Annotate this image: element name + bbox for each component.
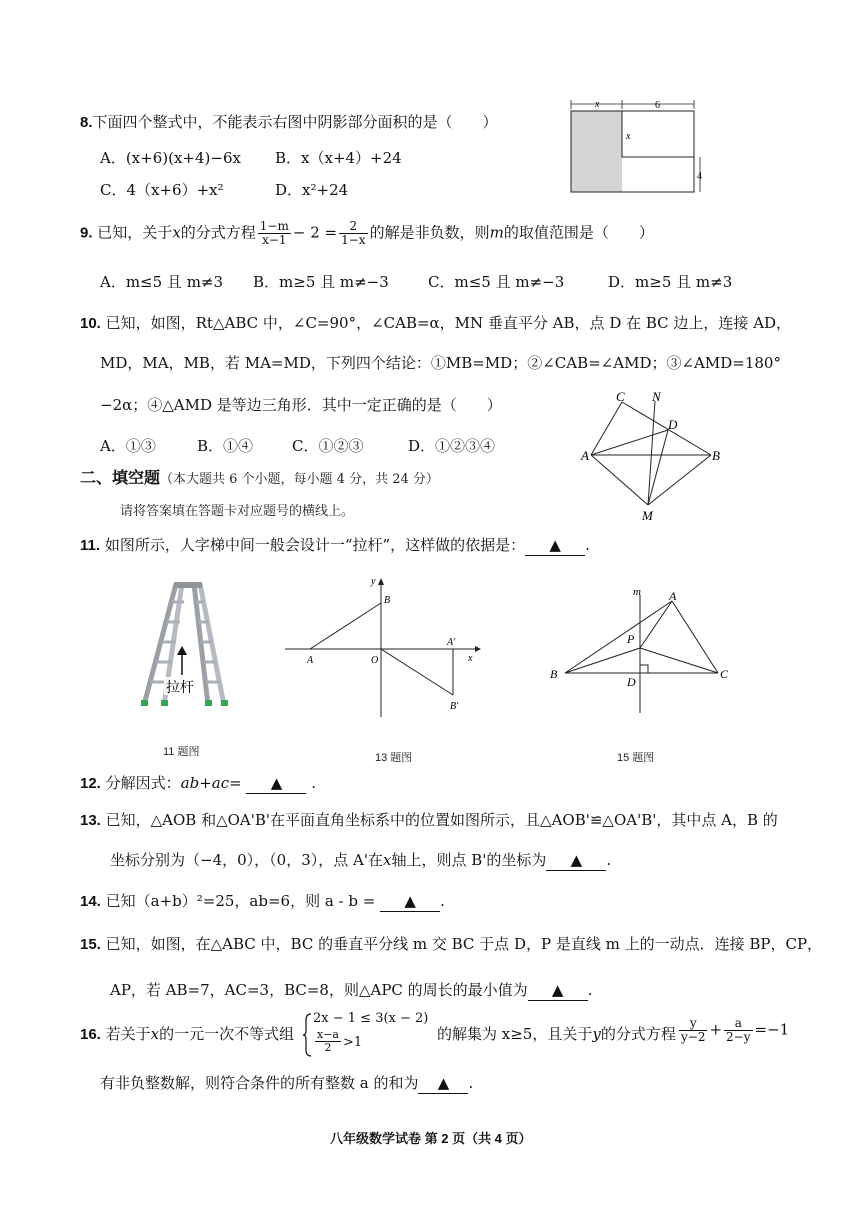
q10-option-d: D．①②③④ bbox=[408, 437, 496, 455]
q8-option-d: D．x²+24 bbox=[275, 181, 349, 199]
q9-option-b: B．m≥5 且 m≠−3 bbox=[253, 273, 389, 291]
q16-frac1-num: y bbox=[679, 1017, 707, 1031]
q11-answer-blank[interactable]: ▲ bbox=[525, 535, 585, 556]
q12-end: . bbox=[311, 774, 317, 792]
q13-text-2a: 坐标分别为（−4，0），（0，3），点 A'在 bbox=[110, 851, 383, 869]
q16-system-line2 bbox=[313, 1029, 362, 1054]
q13-fig-b-prime: B′ bbox=[450, 701, 459, 712]
q13-fig-b: B bbox=[384, 595, 391, 606]
q10-option-b: B．①④ bbox=[197, 437, 254, 455]
q16-frac1-den: y−2 bbox=[681, 1030, 706, 1044]
q9-stem bbox=[80, 220, 654, 247]
q11-ladder-figure bbox=[138, 580, 233, 715]
section2-note: （本大题共 6 个小题，每小题 4 分，共 24 分） bbox=[160, 472, 439, 487]
q9-number: 9. bbox=[80, 224, 93, 242]
q8-option-c: C．4（x+6）+x² bbox=[100, 181, 224, 199]
q12-answer-blank[interactable]: ▲ bbox=[246, 773, 306, 794]
q16-frac2-num: a bbox=[724, 1017, 752, 1031]
q11-end: . bbox=[585, 536, 590, 554]
q12-number: 12. bbox=[80, 775, 101, 792]
q14-answer-blank[interactable]: ▲ bbox=[380, 891, 440, 912]
q13-fig-o: O bbox=[371, 655, 379, 666]
q10-number: 10. bbox=[80, 315, 101, 332]
q15-figure bbox=[545, 583, 740, 718]
q15-fig-m: m bbox=[633, 586, 641, 598]
q16-line2 bbox=[100, 1073, 473, 1094]
q10-line3: −2α；④△AMD 是等边三角形．其中一定正确的是（ ） bbox=[100, 396, 502, 414]
q9-var-x: x bbox=[172, 223, 181, 242]
fig13-caption: 13 题图 bbox=[375, 752, 413, 764]
section2-header bbox=[80, 465, 439, 488]
q15-fig-d: D bbox=[627, 675, 636, 689]
q16-number: 16. bbox=[80, 1026, 101, 1043]
q9-frac-1 bbox=[258, 220, 291, 247]
page-footer: 八年级数学试卷 第 2 页（共 4 页） bbox=[330, 1131, 532, 1146]
q10-fig-d: D bbox=[668, 417, 678, 432]
q13-end: . bbox=[606, 851, 612, 869]
q16-var-y: y bbox=[592, 1025, 601, 1043]
q9-minus-two: − 2 = bbox=[292, 223, 338, 242]
q14-number: 14. bbox=[80, 893, 101, 910]
q10-option-c: C．①②③ bbox=[292, 437, 364, 455]
q16-line1-right bbox=[437, 1024, 676, 1044]
q8-option-a: A．(x+6)(x+4)−6x bbox=[100, 149, 241, 167]
q11-ladder-label: 拉杆 bbox=[166, 681, 194, 696]
q13-figure bbox=[283, 575, 483, 720]
q16-end: . bbox=[468, 1074, 474, 1092]
q16-var-x: x bbox=[150, 1025, 160, 1043]
q8-option-b: B．x（x+4）+24 bbox=[275, 149, 402, 167]
q10-fig-m: M bbox=[642, 508, 653, 523]
q9-option-a: A．m≤5 且 m≠3 bbox=[100, 273, 224, 291]
q16-text-c: 的解集为 x≥5，且关于 bbox=[437, 1025, 593, 1043]
q9-option-c: C．m≤5 且 m≠−3 bbox=[428, 273, 565, 291]
q8-fig-four: 4 bbox=[697, 171, 702, 182]
q8-stem bbox=[80, 112, 498, 133]
q8-fig-x-side: x bbox=[626, 131, 631, 142]
q15-end: . bbox=[587, 981, 593, 999]
q10-fig-c: C bbox=[616, 389, 625, 404]
q13-text-2b: 轴上，则点 B'的坐标为 bbox=[391, 851, 547, 869]
q12-stem bbox=[80, 773, 316, 794]
q16-sys-tail: >1 bbox=[342, 1035, 363, 1050]
q11-stem bbox=[80, 535, 590, 556]
q16-plus: + bbox=[709, 1020, 723, 1039]
fig11-caption: 11 题图 bbox=[163, 746, 200, 758]
q13-fig-x: x bbox=[468, 653, 473, 664]
q15-text-1: 已知，如图，在△ABC 中，BC 的垂直平分线 m 交 BC 于点 D，P 是直线 m 上的一动点．连接 BP，CP， bbox=[105, 935, 823, 953]
q9-text-b: 的分式方程 bbox=[180, 223, 256, 242]
section2-title: 二、填空题 bbox=[80, 468, 161, 487]
q16-answer-blank[interactable]: ▲ bbox=[418, 1073, 468, 1094]
q16-equation bbox=[677, 1017, 789, 1044]
q13-line1 bbox=[80, 810, 778, 831]
q9-frac-2 bbox=[339, 220, 367, 247]
q16-text-a: 若关于 bbox=[105, 1025, 151, 1043]
q15-text-2: AP，若 AB=7，AC=3，BC=8，则△APC 的周长的最小值为 bbox=[110, 981, 528, 999]
q8-figure bbox=[560, 95, 710, 200]
q9-frac1-num: 1−m bbox=[259, 219, 289, 233]
q9-text-d: 的取值范围是（ ） bbox=[503, 223, 654, 242]
q13-var-x: x bbox=[382, 851, 392, 869]
q10-fig-a: A bbox=[581, 448, 589, 463]
section2-instruction: 请将答案填在答题卡对应题号的横线上。 bbox=[120, 504, 355, 519]
q13-fig-a: A bbox=[307, 655, 314, 666]
q13-line2 bbox=[110, 850, 611, 871]
q14-stem bbox=[80, 891, 445, 912]
q8-fig-x-top: x bbox=[595, 99, 600, 110]
q15-fig-p: P bbox=[627, 632, 635, 646]
q16-frac2-den: 2−y bbox=[726, 1030, 751, 1044]
q16-system-brace bbox=[302, 1012, 312, 1058]
q10-line2: MD，MA，MB，若 MA=MD，下列四个结论：①MB=MD；②∠CAB=∠AMD；③∠AMD=180° bbox=[100, 354, 781, 372]
q15-answer-blank[interactable]: ▲ bbox=[528, 980, 588, 1001]
q9-var-m: m bbox=[489, 223, 504, 242]
q15-fig-b: B bbox=[550, 667, 558, 681]
q16-text-d: 的分式方程 bbox=[600, 1025, 676, 1043]
q16-text-b: 的一元一次不等式组 bbox=[159, 1025, 295, 1043]
q9-text-c: 的解是非负数，则 bbox=[369, 223, 490, 242]
q12-expr: ab+ac bbox=[180, 774, 230, 792]
q9-frac2-den: 1−x bbox=[341, 233, 366, 247]
q16-system-frac bbox=[315, 1029, 341, 1054]
q16-sys-frac-den: 2 bbox=[324, 1041, 332, 1054]
q13-fig-a-prime: A′ bbox=[447, 637, 456, 648]
q11-number: 11. bbox=[80, 537, 101, 554]
q8-number: 8. bbox=[80, 114, 93, 131]
q15-fig-c: C bbox=[720, 667, 729, 681]
q12-text: 分解因式： bbox=[105, 774, 181, 792]
q14-text: 已知（a+b）²=25，ab=6，则 a - b = bbox=[105, 892, 376, 910]
q15-fig-a: A bbox=[669, 589, 677, 603]
fig15-caption: 15 题图 bbox=[617, 752, 655, 764]
q16-system-line1: 2x − 1 ≤ 3(x − 2) bbox=[313, 1011, 429, 1026]
q16-sys-frac-num: x−a bbox=[317, 1028, 339, 1041]
q10-line1 bbox=[80, 313, 791, 334]
q16-frac-1 bbox=[679, 1017, 707, 1044]
q8-text: 下面四个整式中，不能表示右图中阴影部分面积的是（ ） bbox=[92, 113, 498, 131]
q16-frac-2 bbox=[724, 1017, 752, 1044]
q12-eq: = bbox=[229, 774, 242, 792]
q9-frac1-den: x−1 bbox=[262, 233, 287, 247]
q11-text: 如图所示，人字梯中间一般会设计一“拉杆”，这样做的依据是： bbox=[104, 536, 526, 554]
q10-fig-b: B bbox=[712, 448, 720, 463]
q15-line1 bbox=[80, 934, 822, 955]
q9-text-a: 已知，关于 bbox=[97, 223, 173, 242]
q13-fig-y: y bbox=[371, 576, 376, 587]
q10-option-a: A．①③ bbox=[100, 437, 156, 455]
q16-tail: =−1 bbox=[754, 1020, 790, 1039]
q13-number: 13. bbox=[80, 812, 101, 829]
q13-answer-blank[interactable]: ▲ bbox=[546, 850, 606, 871]
q16-line1 bbox=[80, 1024, 294, 1045]
q16-text-2: 有非负整数解，则符合条件的所有整数 a 的和为 bbox=[100, 1074, 419, 1092]
q14-end: . bbox=[440, 892, 445, 910]
q9-option-d: D．m≥5 且 m≠3 bbox=[608, 273, 733, 291]
q15-line2 bbox=[110, 980, 592, 1001]
q9-frac2-num: 2 bbox=[339, 220, 367, 234]
q13-text-1: 已知，△AOB 和△OA'B'在平面直角坐标系中的位置如图所示，且△AOB'≌△OA'B'，其中点 A，B 的 bbox=[105, 811, 778, 829]
q10-fig-n: N bbox=[652, 389, 661, 404]
q8-fig-six: 6 bbox=[655, 100, 660, 111]
q10-text-1: 已知，如图，Rt△ABC 中，∠C=90°，∠CAB=α，MN 垂直平分 AB，点 D 在 BC 边上，连接 AD， bbox=[105, 314, 792, 332]
q15-number: 15. bbox=[80, 936, 101, 953]
q10-figure bbox=[578, 385, 728, 525]
